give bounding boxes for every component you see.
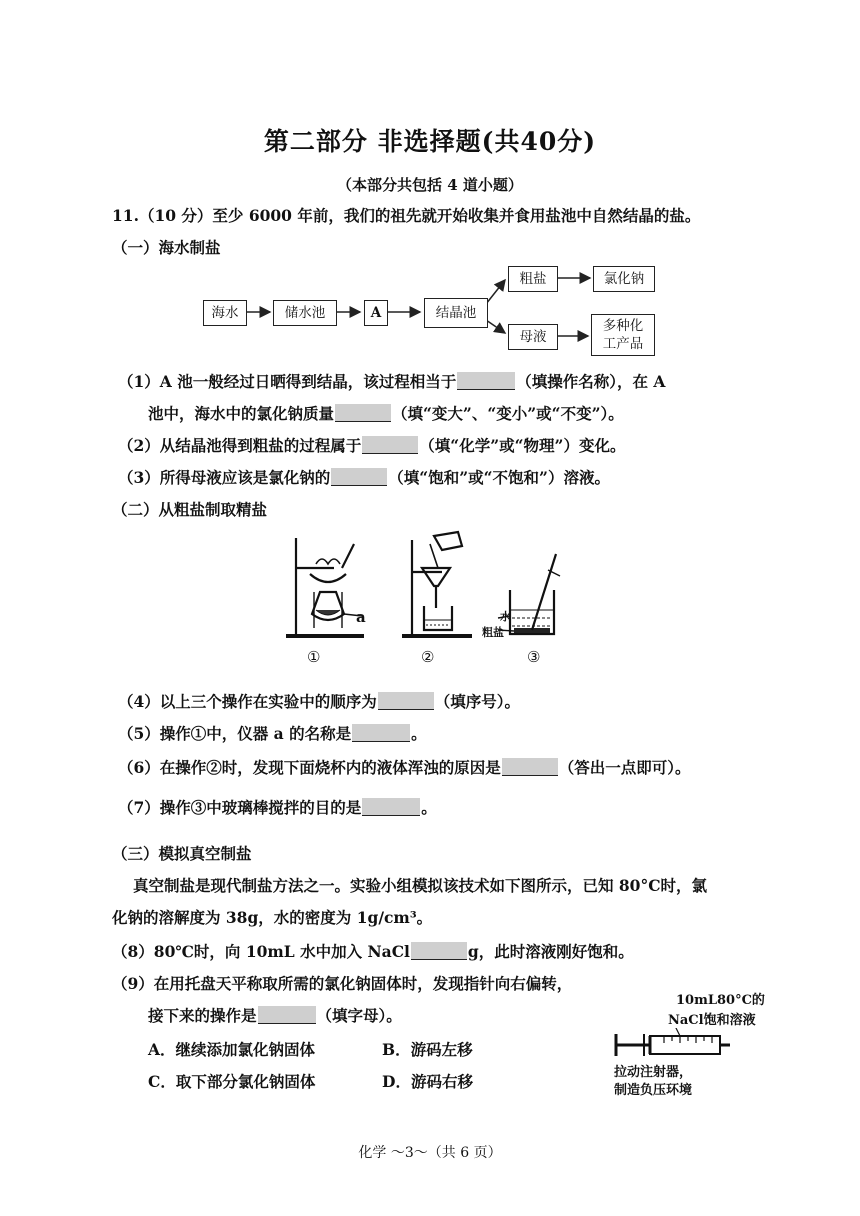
q3-text-b: （填“饱和”或“不饱和”）溶液。 [388, 468, 610, 487]
section-title: 第二部分 非选择题(共40分) [263, 127, 597, 156]
answer-blank-q1-operation[interactable] [457, 372, 515, 390]
q2-text-a: （2）从结晶池得到粗盐的过程属于 [118, 436, 362, 455]
syringe-label-top-1: 10mL80°C的 [676, 993, 765, 1008]
flow-box-crystallization-pool: 结晶池 [424, 298, 488, 328]
q6-text-b: （答出一点即可）。 [558, 758, 691, 777]
answer-blank-q6[interactable] [502, 758, 558, 776]
q9-text-c: （填字母）。 [316, 1006, 402, 1025]
question-3 [118, 466, 610, 488]
q2-text-b: （填“化学”或“物理”）变化。 [419, 436, 626, 455]
question-1-line-2 [148, 402, 624, 424]
answer-blank-q2[interactable] [362, 436, 418, 454]
q7-text-a: （7）操作③中玻璃棒搅拌的目的是 [118, 798, 362, 817]
question-1-line-1 [118, 370, 665, 392]
q1-text-d: （填“变大”、“变小”或“不变”）。 [392, 404, 624, 423]
q1-text-c: 池中，海水中的氯化钠质量 [148, 404, 335, 423]
answer-blank-q8[interactable] [411, 942, 467, 960]
option-a: A．继续添加氯化钠固体 [148, 1040, 316, 1059]
option-c: C．取下部分氯化钠固体 [148, 1072, 316, 1091]
q8-text-b: g，此时溶液刚好饱和。 [467, 942, 634, 961]
flow-box-mother-liquor: 母液 [508, 324, 558, 350]
q7-text-b: 。 [421, 798, 437, 817]
answer-blank-q5[interactable] [352, 724, 410, 742]
products-line-1: 多种化 [602, 318, 644, 334]
question-9-line-2 [148, 1004, 402, 1026]
q8-text-a: （8）80℃时，向 10mL 水中加入 NaCl [112, 942, 410, 961]
syringe-illustration [606, 1028, 738, 1064]
apparatus-1-evaporation [286, 538, 364, 636]
flow-box-seawater: 海水 [203, 300, 247, 326]
section-subtitle: （本部分共包括 4 道小题） [337, 176, 523, 194]
flow-box-chemical-products [591, 314, 655, 356]
section-1-heading: （一）海水制盐 [112, 238, 221, 257]
section-2-heading: （二）从粗盐制取精盐 [112, 500, 268, 519]
answer-blank-q4[interactable] [378, 692, 434, 710]
q5-text-a: （5）操作①中，仪器 a 的名称是 [118, 724, 352, 743]
products-line-2: 工产品 [602, 336, 644, 352]
answer-blank-q1-mass[interactable] [335, 404, 391, 422]
question-2 [118, 434, 625, 456]
apparatus-label-water: 水 [500, 610, 511, 623]
question-5 [118, 722, 427, 744]
apparatus-number-2: ② [421, 648, 435, 666]
q5-text-b: 。 [411, 724, 427, 743]
q6-text-a: （6）在操作②时，发现下面烧杯内的液体浑浊的原因是 [118, 758, 501, 777]
answer-blank-q9[interactable] [258, 1006, 316, 1024]
syringe-label-bottom-2: 制造负压环境 [614, 1083, 693, 1098]
apparatus-label-a: a [356, 608, 366, 626]
syringe-label-top-2: NaCl饱和溶液 [668, 1013, 756, 1028]
q4-text-b: （填序号）。 [434, 692, 521, 711]
syringe-label-bottom-1: 拉动注射器， [614, 1065, 693, 1080]
q1-text-b: （填操作名称），在 A [516, 372, 666, 391]
apparatus-2-filtration [402, 532, 472, 636]
q3-text-a: （3）所得母液应该是氯化钠的 [118, 468, 331, 487]
answer-blank-q7[interactable] [362, 798, 420, 816]
vacuum-salt-paragraph-line-1: 真空制盐是现代制盐方法之一。实验小组模拟该技术如下图所示，已知 80°C时，氯 [133, 876, 708, 895]
page-footer: 化学 ～3～（共 6 页） [358, 1145, 502, 1161]
apparatus-number-3: ③ [527, 648, 541, 666]
apparatus-number-1: ① [307, 648, 321, 666]
option-b: B．游码左移 [382, 1040, 473, 1059]
question-4 [118, 690, 520, 712]
q4-text-a: （4）以上三个操作在实验中的顺序为 [118, 692, 377, 711]
flow-box-crude-salt: 粗盐 [508, 266, 558, 292]
question-7 [118, 796, 437, 818]
flow-box-pool-a: A [364, 300, 388, 326]
apparatus-label-crude-salt: 粗盐 [482, 626, 504, 639]
flow-box-sodium-chloride: 氯化钠 [593, 266, 655, 292]
vacuum-salt-paragraph-line-2: 化钠的溶解度为 38g，水的密度为 1g/cm³。 [112, 908, 433, 927]
option-d: D．游码右移 [382, 1072, 473, 1091]
section-3-heading: （三）模拟真空制盐 [112, 844, 252, 863]
question-9-line-1: （9）在用托盘天平称取所需的氯化钠固体时，发现指针向右偏转， [112, 974, 573, 993]
question-8 [112, 940, 634, 962]
question-6 [118, 756, 691, 778]
apparatus-illustration [270, 528, 600, 668]
q1-text-a: （1）A 池一般经过日晒得到结晶，该过程相当于 [118, 372, 457, 391]
question-11-stem: 11.（10 分）至少 6000 年前，我们的祖先就开始收集并食用盐池中自然结晶的盐。 [112, 206, 701, 225]
q9-text-b: 接下来的操作是 [148, 1006, 257, 1025]
answer-blank-q3[interactable] [331, 468, 387, 486]
flow-box-storage-pool: 储水池 [273, 300, 337, 326]
